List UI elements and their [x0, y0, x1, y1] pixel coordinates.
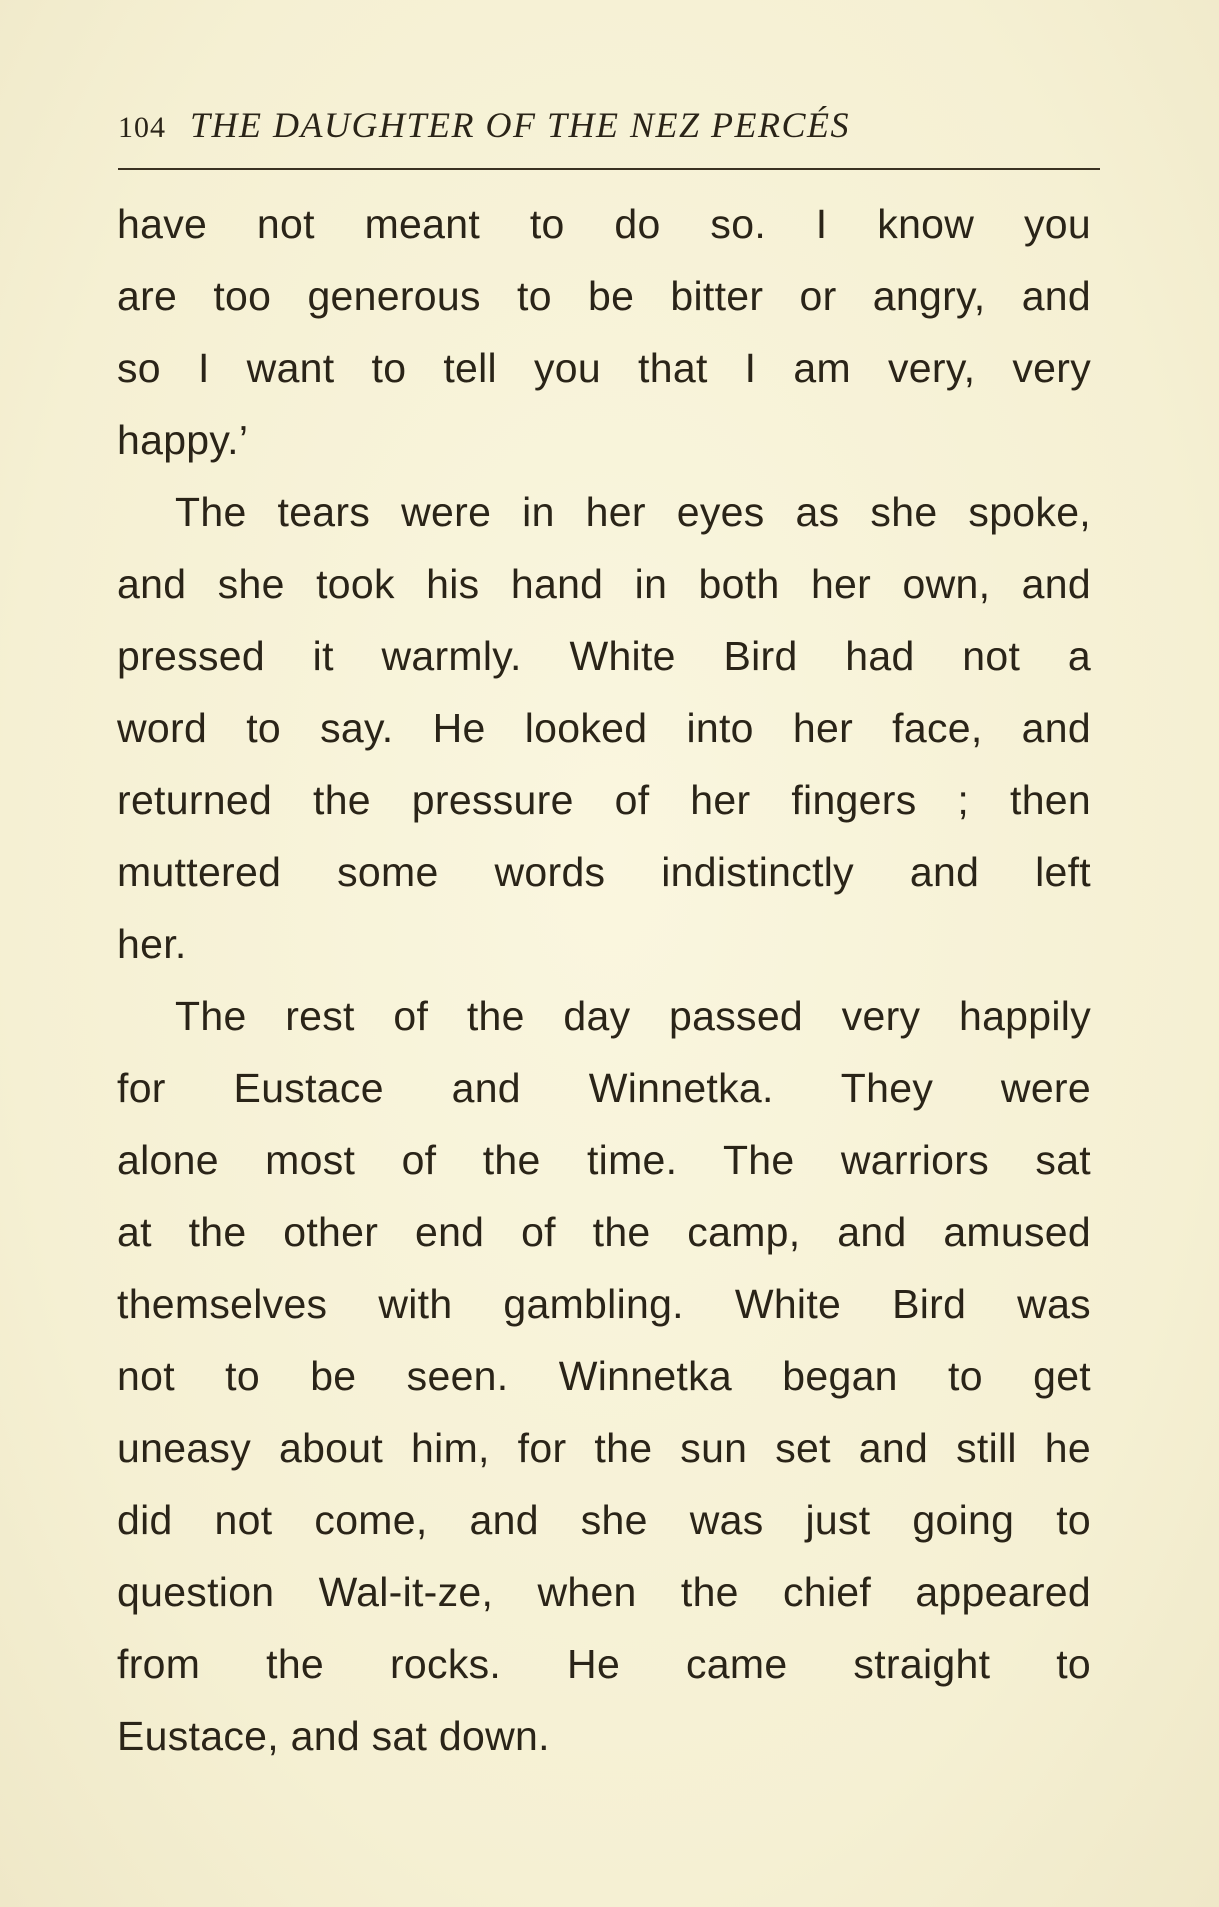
text-line: at the other end of the camp, and amused	[117, 1209, 1091, 1255]
text-line: her.	[117, 921, 187, 967]
running-head	[118, 104, 1100, 154]
text-line: have not meant to do so. I know you	[117, 201, 1091, 247]
text-line: did not come, and she was just going to	[117, 1497, 1091, 1543]
text-body	[117, 188, 1091, 1772]
text-line: pressed it warmly. White Bird had not a	[117, 633, 1091, 679]
text-line: Eustace, and sat down.	[117, 1713, 550, 1759]
text-line: themselves with gambling. White Bird was	[117, 1281, 1091, 1327]
text-line: so I want to tell you that I am very, very	[117, 345, 1091, 391]
text-line: happy.’	[117, 417, 249, 463]
text-line: not to be seen. Winnetka began to get	[117, 1353, 1091, 1399]
text-line: are too generous to be bitter or angry, and	[117, 273, 1091, 319]
text-line: for Eustace and Winnetka. They were	[117, 1065, 1091, 1111]
text-line: and she took his hand in both her own, and	[117, 561, 1091, 607]
text-line: from the rocks. He came straight to	[117, 1641, 1091, 1687]
book-title: THE DAUGHTER OF THE NEZ PERCÉS	[190, 105, 850, 145]
text-line: question Wal-it-ze, when the chief appeared	[117, 1569, 1091, 1615]
page-number: 104	[118, 111, 166, 144]
text-line: The tears were in her eyes as she spoke,	[175, 489, 1091, 535]
header-rule	[118, 168, 1100, 170]
text-line: returned the pressure of her fingers ; then	[117, 777, 1091, 823]
text-line: muttered some words indistinctly and left	[117, 849, 1091, 895]
text-line: The rest of the day passed very happily	[175, 993, 1091, 1039]
text-line: word to say. He looked into her face, and	[117, 705, 1091, 751]
text-line: alone most of the time. The warriors sat	[117, 1137, 1091, 1183]
text-line: uneasy about him, for the sun set and still he	[117, 1425, 1091, 1471]
